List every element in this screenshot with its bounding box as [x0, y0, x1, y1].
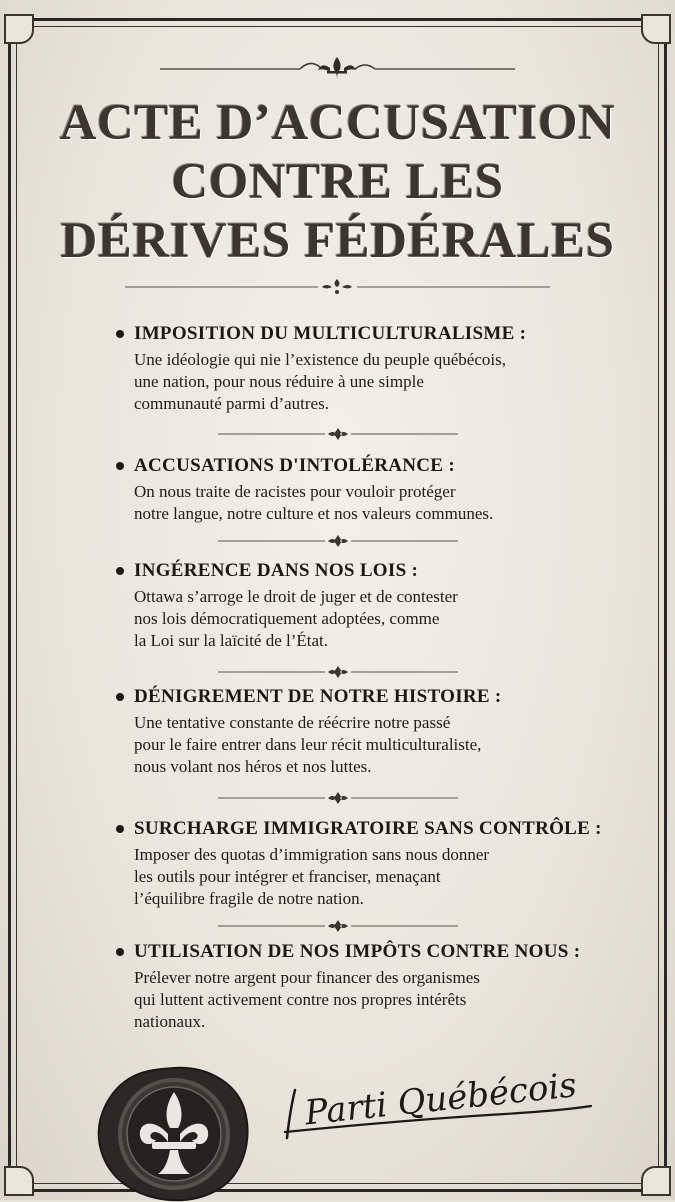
section-divider-icon — [0, 790, 675, 806]
body-line: communauté parmi d’autres. — [134, 394, 329, 413]
bullet-icon — [116, 567, 124, 575]
item-body — [134, 712, 574, 778]
item-body — [134, 967, 574, 1033]
body-line: Une idéologie qui nie l’existence du peuple québécois, — [134, 350, 506, 369]
item-body — [134, 349, 574, 415]
body-line: les outils pour intégrer et franciser, menaçant — [134, 867, 441, 886]
section-divider-icon — [0, 533, 675, 549]
item-body — [134, 586, 574, 652]
body-line: une nation, pour nous réduire à une simple — [134, 372, 424, 391]
item-heading: IMPOSITION DU MULTICULTURALISME : — [134, 323, 527, 344]
svg-text:Parti Québécois: Parti Québécois — [302, 1065, 579, 1134]
section-divider-icon — [0, 426, 675, 442]
item-heading: DÉNIGREMENT DE NOTRE HISTOIRE : — [134, 686, 502, 707]
page-title — [0, 94, 675, 271]
body-line: On nous traite de racistes pour vouloir protéger — [134, 482, 456, 501]
body-line: pour le faire entrer dans leur récit multiculturaliste, — [134, 735, 482, 754]
corner-ornament — [641, 1166, 671, 1196]
title-line: DÉRIVES FÉDÉRALES — [60, 213, 615, 269]
bullet-icon — [116, 462, 124, 470]
item-heading: ACCUSATIONS D'INTOLÉRANCE : — [134, 455, 455, 476]
body-line: Imposer des quotas d’immigration sans nous donner — [134, 845, 490, 864]
title-line: ACTE D’ACCUSATION — [59, 95, 616, 151]
item-heading: UTILISATION DE NOS IMPÔTS CONTRE NOUS : — [134, 941, 581, 962]
body-line: Prélever notre argent pour financer des organismes — [134, 968, 480, 987]
body-line: qui luttent activement contre nos propres intérêts — [134, 990, 467, 1009]
item-heading: INGÉRENCE DANS NOS LOIS : — [134, 560, 419, 581]
body-line: nous volant nos héros et nos luttes. — [134, 757, 372, 776]
corner-ornament — [4, 14, 34, 44]
body-line: Une tentative constante de réécrire notre passé — [134, 713, 451, 732]
body-line: la Loi sur la laïcité de l’État. — [134, 631, 329, 650]
title-divider-icon — [0, 272, 675, 302]
bullet-icon — [116, 825, 124, 833]
item-body — [134, 481, 574, 525]
section-divider-icon — [0, 918, 675, 934]
bullet-icon — [116, 948, 124, 956]
title-line: CONTRE LES — [171, 154, 504, 210]
item-heading: SURCHARGE IMMIGRATOIRE SANS CONTRÔLE : — [134, 818, 602, 839]
body-line: nos lois démocratiquement adoptées, comme — [134, 609, 440, 628]
signature-image — [265, 1062, 600, 1152]
bullet-icon — [116, 693, 124, 701]
corner-ornament — [4, 1166, 34, 1196]
body-line: Ottawa s’arroge le droit de juger et de contester — [134, 587, 458, 606]
section-divider-icon — [0, 664, 675, 680]
body-line: l’équilibre fragile de notre nation. — [134, 889, 364, 908]
body-line: notre langue, notre culture et nos valeurs communes. — [134, 504, 494, 523]
top-flourish-icon — [0, 54, 675, 84]
fleur-de-lis-seal-icon — [94, 1062, 254, 1202]
item-body — [134, 844, 574, 910]
corner-ornament — [641, 14, 671, 44]
bullet-icon — [116, 330, 124, 338]
body-line: nationaux. — [134, 1012, 206, 1031]
